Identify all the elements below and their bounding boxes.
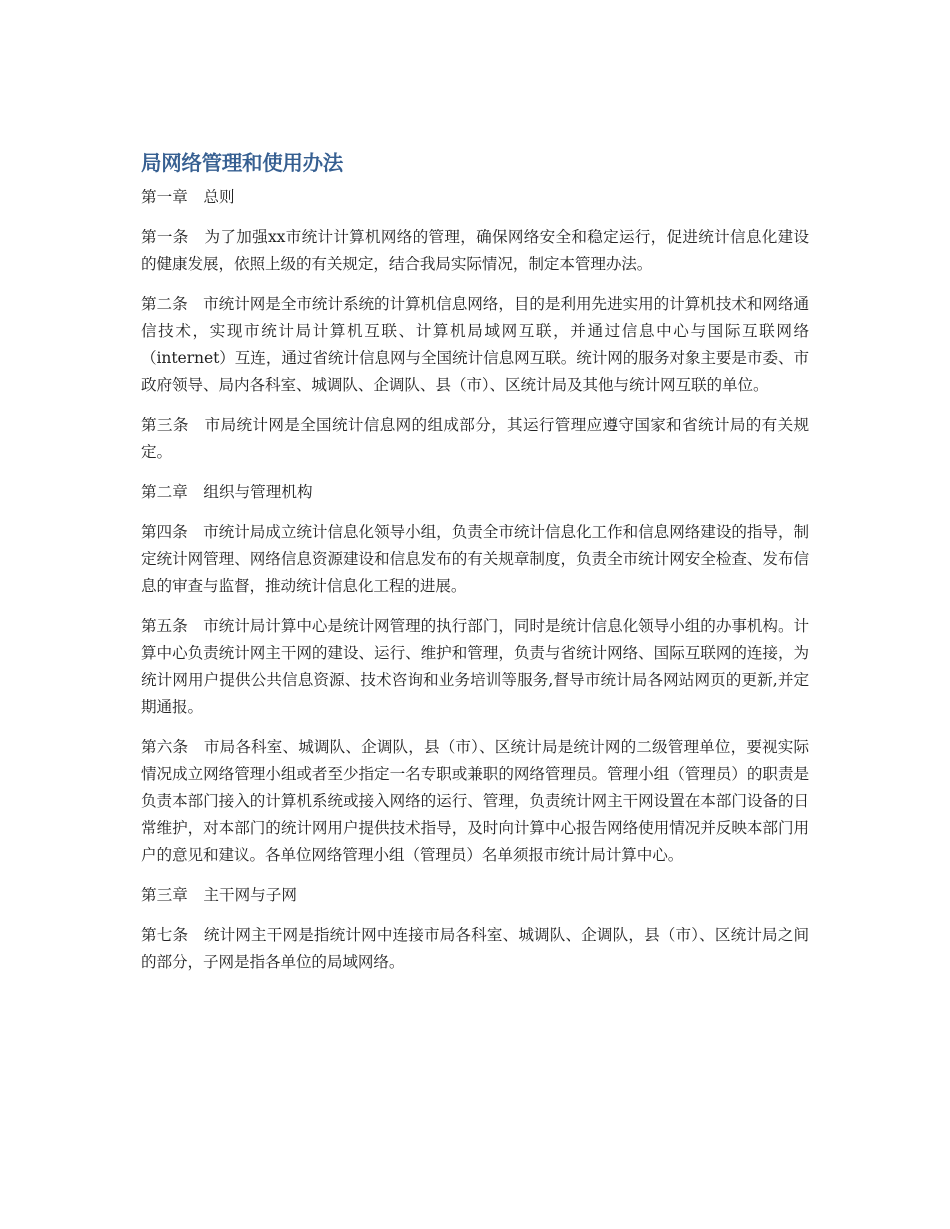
article-2: 第二条 市统计网是全市统计系统的计算机信息网络，目的是利用先进实用的计算机技术和网络通信技术，实现市统计局计算机互联、计算机局域网互联，并通过信息中心与国际互联网络（internet）互连，通过省统计信息网与全国统计信息网互联。统计网的服务对象主要是市委、市政府领导、局内各科室、城调队、企调队、县（市）、区统计局及其他与统计网互联的单位。: [141, 295, 809, 394]
article-7: 第七条 统计网主干网是指统计网中连接市局各科室、城调队、企调队，县（市）、区统计局之间的部分，子网是指各单位的局域网络。: [141, 926, 809, 971]
article-3: 第三条 市局统计网是全国统计信息网的组成部分，其运行管理应遵守国家和省统计局的有关规定。: [141, 416, 809, 461]
article-5: 第五条 市统计局计算中心是统计网管理的执行部门，同时是统计信息化领导小组的办事机构。计算中心负责统计网主干网的建设、运行、维护和管理，负责与省统计网络、国际互联网的连接，为统计网用户提供公共信息资源、技术咨询和业务培训等服务,督导市统计局各网站网页的更新,并定期通报。: [141, 617, 809, 716]
chapter-heading-1: 第一章 总则: [141, 188, 235, 206]
document-page: [141, 148, 809, 989]
article-1: 第一条 为了加强xx市统计计算机网络的管理，确保网络安全和稳定运行，促进统计信息化建设的健康发展，依照上级的有关规定，结合我局实际情况，制定本管理办法。: [141, 228, 809, 273]
chapter-heading-2: 第二章 组织与管理机构: [141, 483, 313, 501]
article-4: 第四条 市统计局成立统计信息化领导小组，负责全市统计信息化工作和信息网络建设的指导，制定统计网管理、网络信息资源建设和信息发布的有关规章制度，负责全市统计网安全检查、发布信息的审查与监督，推动统计信息化工程的进展。: [141, 523, 809, 595]
chapter-heading-3: 第三章 主干网与子网: [141, 886, 297, 904]
document-title: 局网络管理和使用办法: [141, 151, 343, 175]
article-6: 第六条 市局各科室、城调队、企调队，县（市）、区统计局是统计网的二级管理单位，要视实际情况成立网络管理小组或者至少指定一名专职或兼职的网络管理员。管理小组（管理员）的职责是负责本部门接入的计算机系统或接入网络的运行、管理，负责统计网主干网设置在本部门设备的日常维护，对本部门的统计网用户提供技术指导，及时向计算中心报告网络使用情况并反映本部门用户的意见和建议。各单位网络管理小组（管理员）名单须报市统计局计算中心。: [141, 738, 809, 864]
